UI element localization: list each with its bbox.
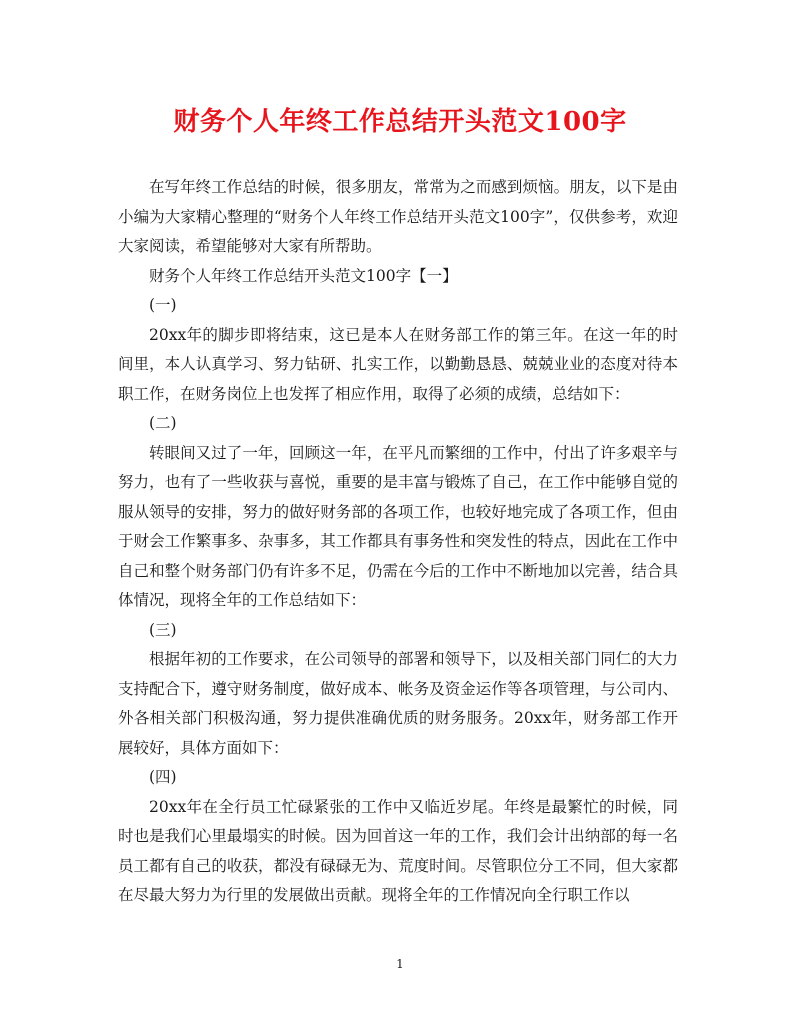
subsection-marker-3: (三) — [149, 620, 177, 639]
subsection-marker-2: (二) — [149, 414, 177, 432]
section-heading: 财务个人年终工作总结开头范文100字【一】 — [149, 266, 458, 285]
paragraph-1: 20xx年的脚步即将结束，这已是本人在财务部工作的第三年。在这一年的时间里，本人认真学习、努力钻研、扎实工作，以勤勤恳恳、兢兢业业的态度对待本职工作，在财务岗位上也发挥了相应作用，取得了必须的成绩，总结如下： — [118, 325, 678, 403]
subsection-marker-1: (一) — [149, 296, 177, 314]
paragraph-3: 根据年初的工作要求，在公司领导的部署和领导下，以及相关部门同仁的大力支持配合下，遵守财务制度，做好成本、帐务及资金运作等各项管理，与公司内、外各相关部门积极沟通，努力提供准确优质的财务服务。20xx年，财务部工作开展较好，具体方面如下： — [118, 650, 678, 757]
page-number: 1 — [396, 957, 404, 971]
subsection-marker-4: (四) — [149, 768, 177, 786]
document-title: 财务个人年终工作总结开头范文100字 — [173, 107, 627, 137]
paragraph-4: 20xx年在全行员工忙碌紧张的工作中又临近岁尾。年终是最繁忙的时候，同时也是我们心里最塌实的时候。因为回首这一年的工作，我们会计出纳部的每一名员工都有自己的收获，都没有碌碌无为、荒度时间。尽管职位分工不同，但大家都在尽最大努力为行里的发展做出贡献。现将全年的工作情况向全行职工作以 — [118, 797, 678, 904]
paragraph-intro: 在写年终工作总结的时候，很多朋友，常常为之而感到烦恼。朋友，以下是由小编为大家精心整理的“财务个人年终工作总结开头范文100字”，仅供参考，欢迎大家阅读，希望能够对大家有所帮助。 — [118, 178, 678, 255]
document-body — [118, 173, 678, 911]
paragraph-2: 转眼间又过了一年，回顾这一年，在平凡而繁细的工作中，付出了许多艰辛与努力，也有了一些收获与喜悦，重要的是丰富与锻炼了自己，在工作中能够自觉的服从领导的安排，努力的做好财务部的各项工作，也较好地完成了各项工作，但由于财会工作繁事多、杂事多，其工作都具有事务性和突发性的特点，因此在工作中自己和整个财务部门仍有许多不足，仍需在今后的工作中不断地加以完善，结合具体情况，现将全年的工作总结如下： — [118, 443, 678, 609]
